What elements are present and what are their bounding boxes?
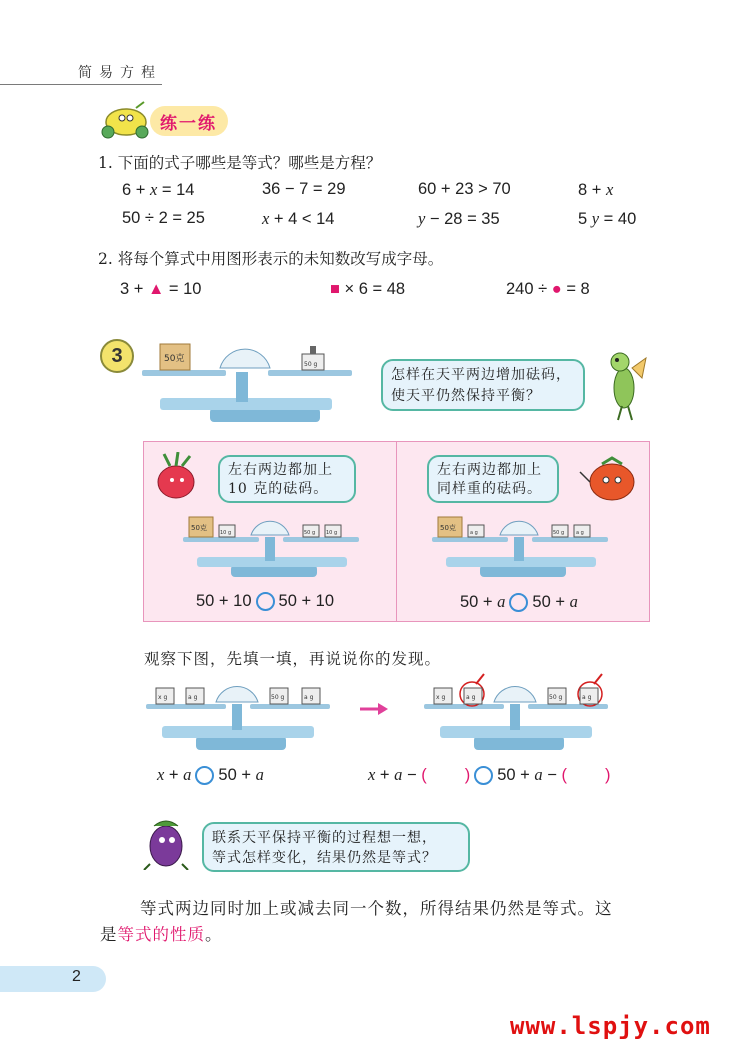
- website-watermark: www.lspjy.com: [510, 1012, 711, 1040]
- think-bubble: 联系天平保持平衡的过程想一想， 等式怎样变化，结果仍然是等式？: [202, 822, 470, 872]
- page-number: 2: [72, 968, 81, 985]
- compare-blank-1[interactable]: [256, 592, 275, 611]
- q1-expr-5: 50 ÷ 2 = 25: [122, 209, 205, 227]
- lower-right-equation: x + a − ( ) 50 + a − ( ): [368, 765, 611, 784]
- q2-expr-1: 3 + ▲ = 10: [120, 280, 202, 298]
- balance-scale-right-panel: [432, 513, 608, 579]
- conclusion-line-1: 等式两边同时加上或减去同一个数，所得结果仍然是等式。这: [140, 899, 613, 918]
- compare-blank-3[interactable]: [195, 766, 214, 785]
- left-panel-equation: 50 + 10 50 + 10: [196, 592, 335, 610]
- conclusion-line-2: 是等式的性质。: [100, 925, 223, 944]
- q1-expr-8: 5 y = 40: [578, 209, 637, 228]
- header-rule: [0, 84, 162, 85]
- example-number: 3: [100, 339, 134, 373]
- right-panel-equation: 50 + a 50 + a: [460, 592, 578, 611]
- svg-text:a g: a g: [188, 694, 198, 701]
- q2-prompt: 2. 将每个算式中用图形表示的未知数改写成字母。: [98, 250, 444, 268]
- section-title: 简易方程: [78, 65, 162, 81]
- observe-instruction: 观察下图，先填一填，再说说你的发现。: [144, 650, 442, 668]
- compare-blank-2[interactable]: [509, 593, 528, 612]
- svg-text:50克: 50克: [191, 524, 207, 532]
- practice-title: 练一练: [160, 114, 217, 134]
- svg-text:50 g: 50 g: [304, 530, 316, 536]
- svg-text:a g: a g: [466, 694, 476, 701]
- panel-divider: [396, 441, 397, 622]
- q1-expr-7: y − 28 = 35: [418, 209, 500, 228]
- property-term: 等式的性质: [117, 925, 205, 944]
- svg-text:10 g: 10 g: [220, 530, 232, 536]
- q2-expr-3: 240 ÷ ● = 8: [506, 280, 590, 298]
- tomato-mascot-icon: [578, 452, 642, 504]
- q1-prompt: 1. 下面的式子哪些是等式？哪些是方程？: [98, 154, 382, 172]
- compare-blank-4[interactable]: [474, 766, 493, 785]
- grasshopper-mascot-icon: [602, 348, 650, 424]
- lower-left-equation: x + a 50 + a: [157, 765, 264, 784]
- svg-text:a g: a g: [576, 530, 584, 536]
- lemon-mascot-icon: [96, 100, 154, 140]
- svg-text:50 g: 50 g: [553, 530, 565, 536]
- balance-scale-left-panel: [183, 513, 359, 579]
- right-panel-bubble: 左右两边都加上 同样重的砝码。: [427, 455, 559, 503]
- svg-text:10 g: 10 g: [326, 530, 338, 536]
- radish-mascot-icon: [150, 452, 206, 502]
- svg-text:x g: x g: [158, 694, 168, 701]
- balance-scale-main: [140, 340, 354, 426]
- q1-expr-1: 6 + x = 14: [122, 180, 195, 199]
- question-bubble: 怎样在天平两边增加砝码， 使天平仍然保持平衡？: [381, 359, 585, 411]
- svg-text:50克: 50克: [440, 524, 456, 532]
- circle-icon: ●: [551, 280, 562, 298]
- eggplant-mascot-icon: [134, 808, 196, 870]
- main-weight-label: 50克: [164, 354, 185, 364]
- triangle-icon: ▲: [147, 280, 165, 298]
- svg-text:x g: x g: [436, 694, 446, 701]
- svg-text:50 g: 50 g: [271, 694, 285, 701]
- svg-text:a g: a g: [582, 694, 592, 701]
- balance-scale-lower-left: [146, 676, 330, 752]
- arrow-right-icon: [360, 702, 390, 716]
- q1-expr-2: 36 − 7 = 29: [262, 180, 346, 198]
- q1-expr-4: 8 + x: [578, 180, 614, 199]
- q1-expr-3: 60 + 23 > 70: [418, 180, 511, 198]
- q2-expr-2: ■ × 6 = 48: [330, 280, 406, 298]
- square-icon: ■: [330, 280, 340, 298]
- page-number-tab: [0, 966, 106, 992]
- svg-text:a g: a g: [470, 530, 478, 536]
- balance-scale-lower-right: [424, 672, 608, 752]
- left-panel-bubble: 左右两边都加上 10 克的砝码。: [218, 455, 356, 503]
- svg-text:50 g: 50 g: [304, 361, 318, 368]
- svg-text:a g: a g: [304, 694, 314, 701]
- svg-text:50 g: 50 g: [549, 694, 563, 701]
- q1-expr-6: x + 4 < 14: [262, 209, 335, 228]
